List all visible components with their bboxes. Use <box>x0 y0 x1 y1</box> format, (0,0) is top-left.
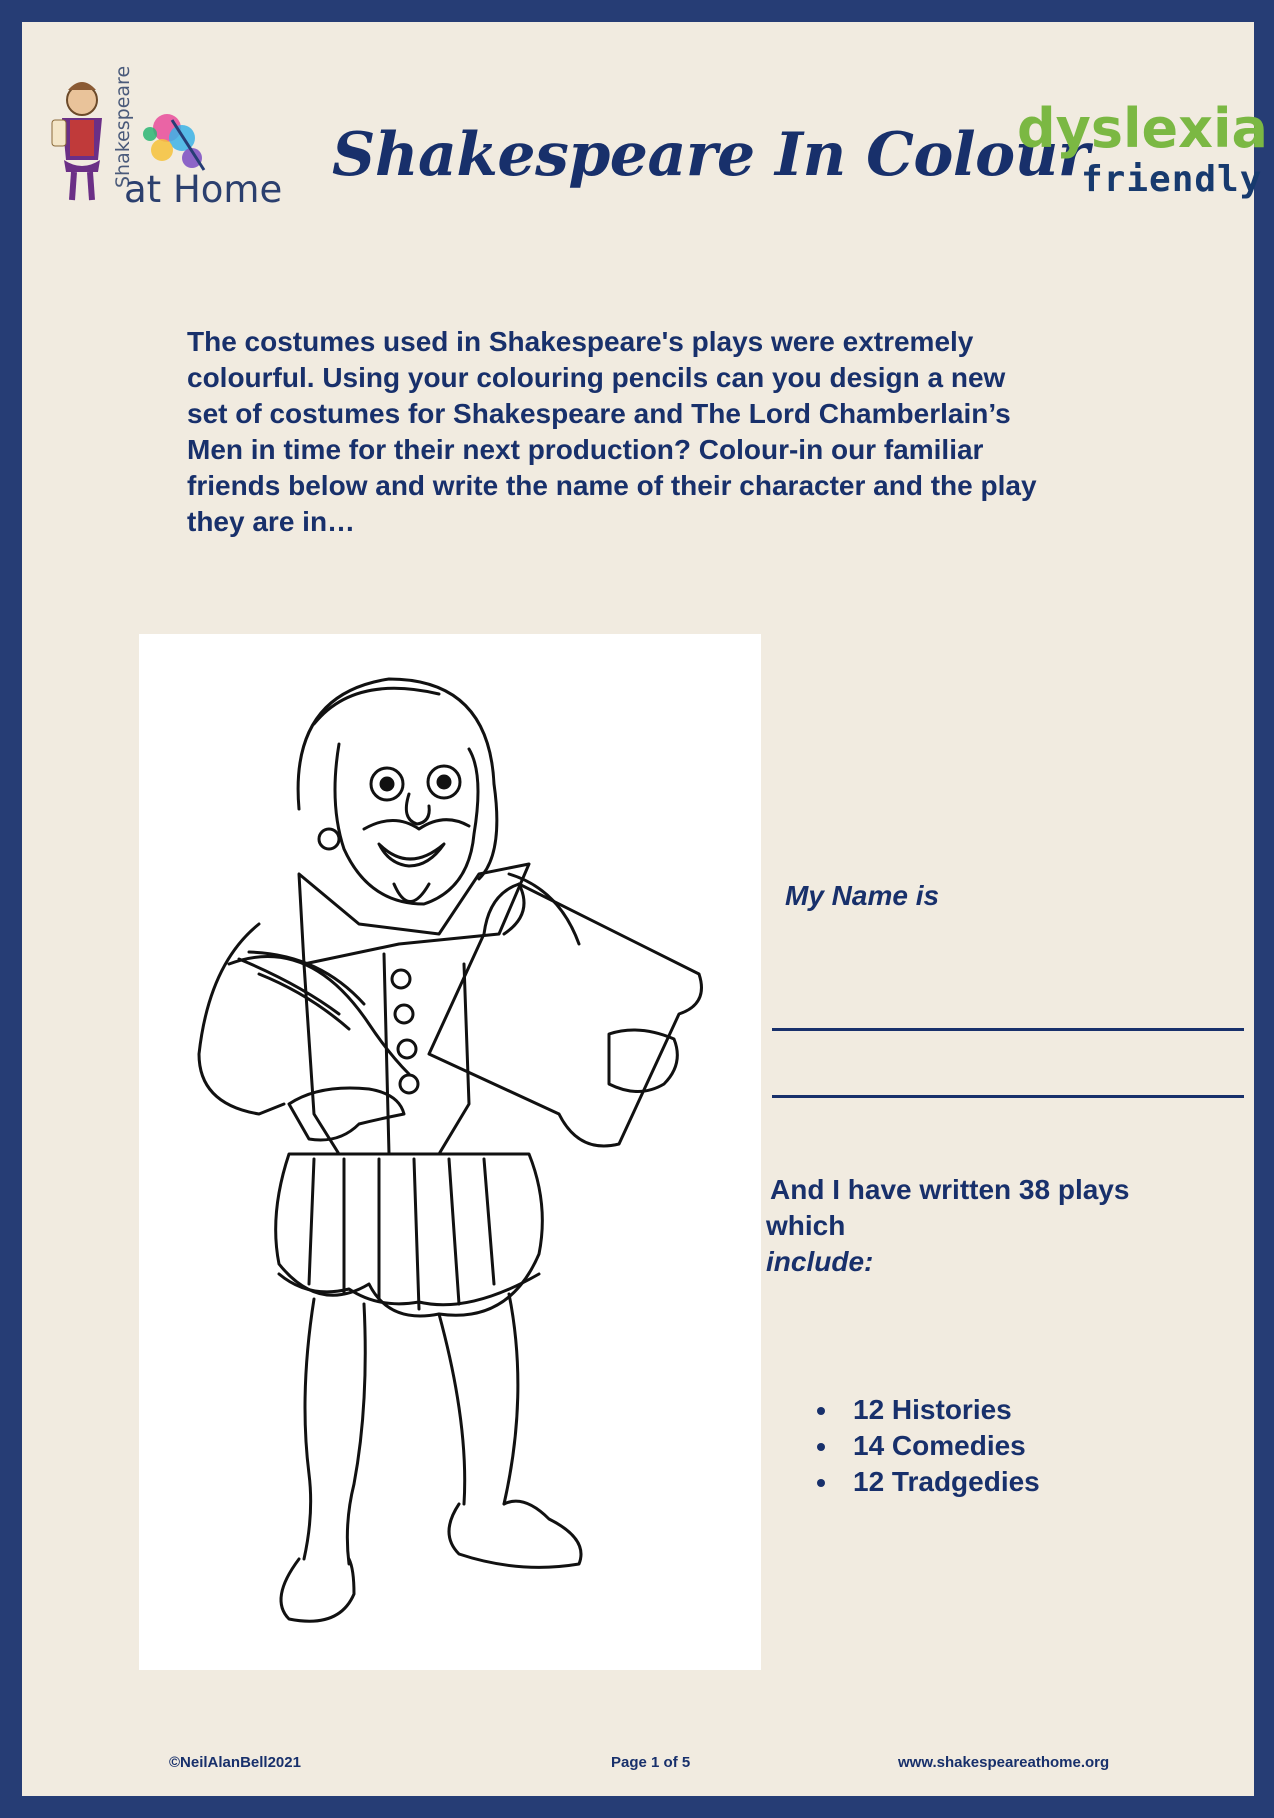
name-answer-line-2[interactable] <box>772 1095 1244 1098</box>
intro-line: Men in time for their next production? Colour-in our familiar <box>187 434 984 465</box>
plays-line: include: <box>766 1246 874 1277</box>
page-title: Shakespeare In Colour <box>332 120 1089 190</box>
dyslexia-badge-line1: dyslexia <box>1017 97 1268 160</box>
name-answer-line-1[interactable] <box>772 1028 1244 1031</box>
logo-text: at Home <box>124 168 283 211</box>
list-item: 12 Tradgedies <box>817 1464 1040 1500</box>
colouring-figure[interactable] <box>139 634 761 1670</box>
play-types-list <box>817 1392 1040 1500</box>
intro-line: The costumes used in Shakespeare's plays were extremely <box>187 326 974 357</box>
worksheet-page <box>22 22 1268 1796</box>
shakespeare-at-home-logo[interactable] <box>32 60 302 210</box>
instructions-paragraph <box>187 324 1147 540</box>
footer-page-number: Page 1 of 5 <box>611 1754 691 1771</box>
dyslexia-badge-line2: friendly <box>1081 159 1263 200</box>
footer-website-link[interactable]: www.shakespeareathome.org <box>898 1754 1110 1771</box>
list-item: 12 Histories <box>817 1392 1040 1428</box>
plays-statement <box>766 1172 1129 1280</box>
footer-copyright: ©NeilAlanBell2021 <box>169 1754 301 1771</box>
list-item: 14 Comedies <box>817 1428 1040 1464</box>
plays-line: And I have written 38 plays <box>770 1174 1130 1205</box>
intro-line: colourful. Using your colouring pencils can you design a new <box>187 362 1006 393</box>
logo-vertical-text: Shakespeare <box>112 65 134 188</box>
plays-line: which <box>766 1210 846 1241</box>
my-name-label: My Name is <box>785 880 940 911</box>
shakespeare-outline-illustration <box>139 634 761 1670</box>
intro-line: they are in… <box>187 506 356 537</box>
intro-line: set of costumes for Shakespeare and The Lord Chamberlain’s <box>187 398 1011 429</box>
intro-line: friends below and write the name of their character and the play <box>187 470 1037 501</box>
